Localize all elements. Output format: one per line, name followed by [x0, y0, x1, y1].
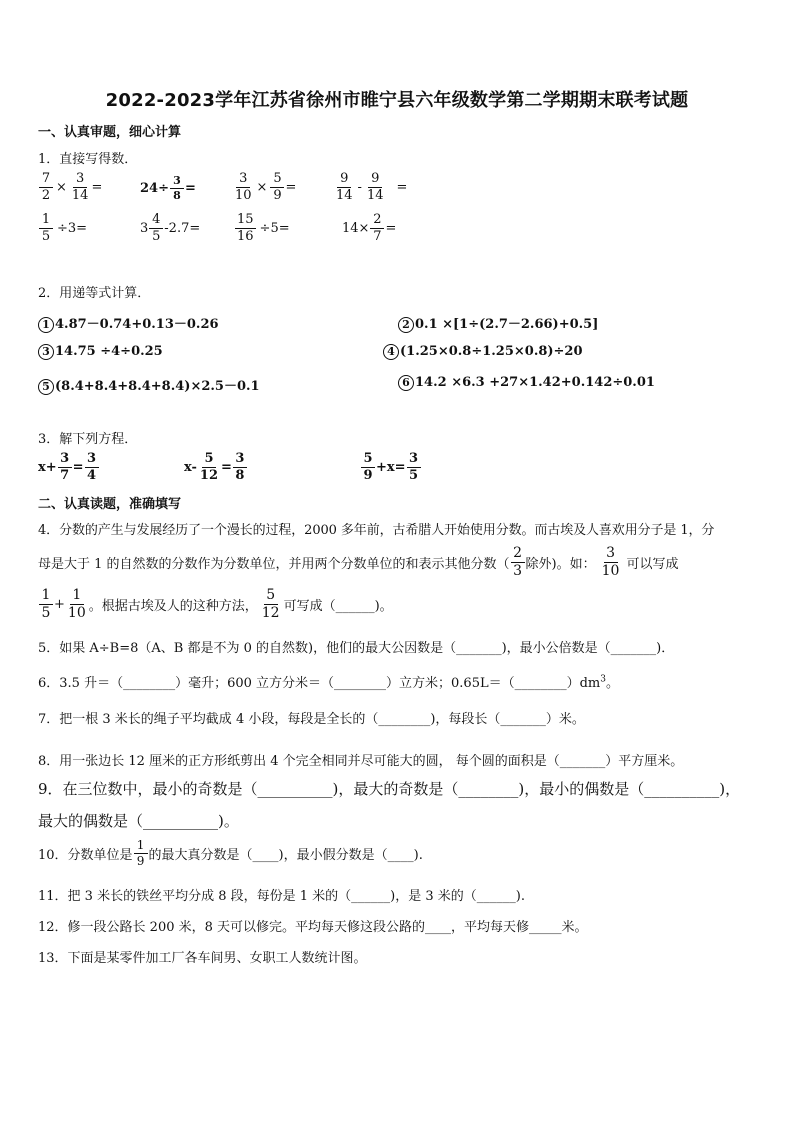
page-title: 2022-2023学年江苏省徐州市睢宁县六年级数学第二学期期末联考试题	[105, 90, 689, 111]
q1-r2-c: $\frac{15}{16}$ ÷5=	[237, 212, 290, 244]
q2-item-3: 3 14.75 ÷4÷0.25	[38, 344, 163, 360]
q10: 10．分数单位是 $\frac{1}{9}$ 的最大真分数是（____)，最小假分数是（____).	[38, 838, 423, 868]
q4-line-3: $\frac{1}{5}$ + $\frac{1}{10}$ 。根据古埃及人的这种方法， $\frac{5}{12}$ 可写成（______)。	[38, 588, 393, 620]
q4-line-2: 母是大于 1 的自然数的分数作为分数单位，并用两个分数单位的和表示其他分数（ $\frac{2}{3}$ 除外)。如： $\frac{3}{10}$ 可以写成	[38, 545, 679, 579]
q1-r2-a: $\frac{1}{5}$ ÷3=	[38, 213, 87, 243]
q2-label: 2．用递等式计算．	[38, 286, 151, 301]
q9-line-1: 9．在三位数中，最小的奇数是（__________)，最大的奇数是（________)，最小的偶数是（__________)，	[38, 780, 741, 798]
circle-number-6: 6	[398, 375, 414, 391]
q3-equation-2: x- $\frac{5}{12}$ = $\frac{3}{8}$	[184, 452, 248, 482]
circle-number-2: 2	[398, 317, 414, 333]
q2-item-4: 4 (1.25×0.8÷1.25×0.8)÷20	[383, 344, 583, 360]
q13: 13．下面是某零件加工厂各车间男、女职工人数统计图。	[38, 951, 367, 966]
q2-item-6: 6 14.2 ×6.3 +27×1.42+0.142÷0.01	[398, 375, 655, 391]
q1-r1-c: $\frac{3}{10}$ × $\frac{5}{9}$ =	[235, 171, 297, 203]
q1-r2-d: 14× $\frac{2}{7}$ =	[342, 212, 397, 244]
q3-equation-3: $\frac{5}{9}$ +x= $\frac{3}{5}$	[360, 452, 422, 482]
q9-line-2: 最大的偶数是（__________)。	[38, 812, 239, 830]
q1-r1-d: $\frac{9}{14}$ - $\frac{9}{14}$ =	[336, 171, 408, 203]
q4-line-1: 4．分数的产生与发展经历了一个漫长的过程，2000 多年前，古希腊人开始使用分数。而古埃及人喜欢用分子是 1，分	[38, 523, 715, 538]
q2-item-2: 2 0.1 ×[1÷(2.7－2.66)+0.5]	[398, 313, 598, 333]
section-1-heading: 一、认真审题，细心计算	[38, 125, 182, 140]
q2-item-5: 5 (8.4+8.4+8.4+8.4)×2.5－0.1	[38, 375, 260, 395]
q7: 7．把一根 3 米长的绳子平均截成 4 小段，每段是全长的（________)，每段长（_______）米。	[38, 712, 585, 727]
q3-equation-1: x+ $\frac{3}{7}$ = $\frac{3}{4}$	[38, 452, 100, 482]
section-2-heading: 二、认真读题，准确填写	[38, 497, 182, 512]
circle-number-4: 4	[383, 344, 399, 360]
q12: 12．修一段公路长 200 米，8 天可以修完。平均每天修这段公路的____，平均每天修_____米。	[38, 920, 588, 935]
circle-number-1: 1	[38, 317, 54, 333]
q1-label: 1．直接写得数．	[38, 152, 138, 167]
q1-r2-b: 3 $\frac{4}{5}$ -2.7=	[140, 212, 201, 244]
q8: 8．用一张边长 12 厘米的正方形纸剪出 4 个完全相同并尽可能大的圆， 每个圆的面积是（_______）平方厘米。	[38, 754, 684, 769]
q5: 5．如果 A÷B=8（A、B 都是不为 0 的自然数)，他们的最大公因数是（_______)，最小公倍数是（_______)．	[38, 641, 675, 656]
q2-item-1: 1 4.87－0.74+0.13－0.26	[38, 313, 219, 333]
circle-number-3: 3	[38, 344, 54, 360]
q11: 11．把 3 米长的铁丝平均分成 8 段，每份是 1 米的（______)，是 3 米的（______).	[38, 889, 525, 904]
circle-number-5: 5	[38, 379, 54, 395]
q3-label: 3．解下列方程．	[38, 432, 138, 447]
q1-r1-b: 24÷ $\frac{3}{8}$ =	[140, 174, 196, 202]
q1-r1-a: $\frac{7}{2}$ × $\frac{3}{14}$ =	[38, 172, 102, 202]
q6: 6．3.5 升＝（________）毫升；600 立方分米＝（________）立方米；$0.65L=(\_\_\_\_\_\_\_\_)dm^3$。	[38, 674, 620, 691]
